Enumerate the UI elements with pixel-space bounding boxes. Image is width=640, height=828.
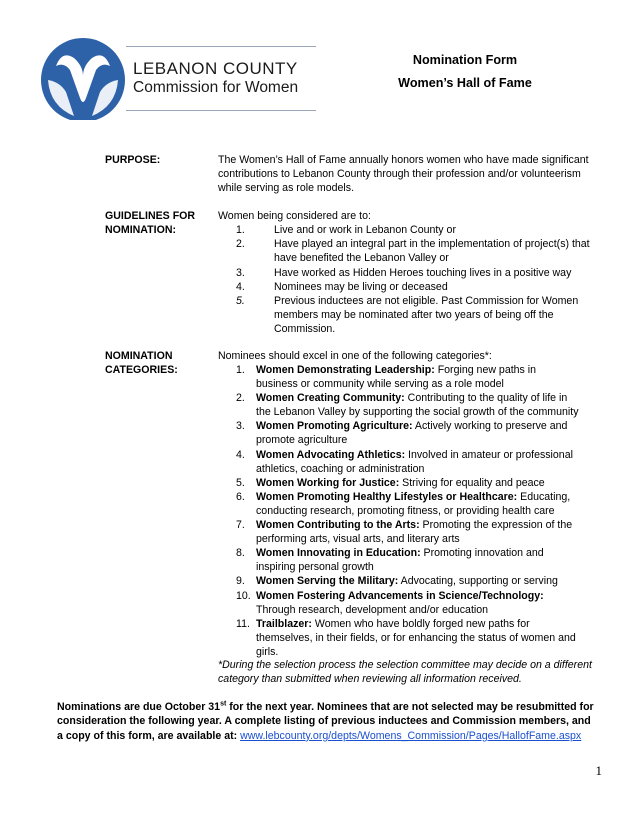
category-heading: Women Fostering Advancements in Science/Technology: <box>256 589 544 602</box>
category-number: 7. <box>236 519 245 532</box>
category-item <box>218 490 598 518</box>
purpose-label: PURPOSE: <box>105 154 161 166</box>
category-text: Forging new paths in business or community while serving as a role model <box>256 364 537 391</box>
category-number: 1. <box>236 364 245 376</box>
hall-of-fame-link[interactable]: www.lebcounty.org/depts/Womens_Commission/Pages/HallofFame.aspx <box>240 729 582 742</box>
category-heading: Women Working for Justice: <box>256 476 400 489</box>
category-number: 2. <box>236 392 245 405</box>
footer-text <box>57 700 597 743</box>
category-text: Contributing to the quality of life in the Lebanon Valley by supporting the social growth of the community <box>256 392 579 419</box>
category-heading: Women Contributing to the Arts: <box>256 519 420 532</box>
category-item <box>218 363 598 391</box>
guidelines-intro: Women being considered are to: <box>218 210 371 222</box>
category-text: Actively working to preserve and promote agriculture <box>256 420 568 447</box>
categories-list <box>218 363 598 659</box>
logo-rule-top <box>126 46 316 47</box>
guidelines-list <box>218 223 598 337</box>
category-item <box>218 391 598 419</box>
category-item <box>218 617 598 659</box>
footer-text-part1: Nominations are due October 31 <box>57 701 221 713</box>
category-text: Promoting the expression of the performing arts, visual arts, and literary arts <box>256 519 573 546</box>
footer-superscript: st <box>220 700 227 708</box>
category-item <box>218 518 598 546</box>
guidelines-label <box>105 209 195 237</box>
list-item-number: 2. <box>236 238 245 251</box>
category-heading: Women Innovating in Education: <box>256 547 421 560</box>
categories-label-line2: CATEGORIES: <box>105 364 178 377</box>
purpose-text: The Women’s Hall of Fame annually honors women who have made significant contributions to Lebanon County through their profession and/or volunteerism while serving as role models. <box>218 154 589 195</box>
category-item <box>218 448 598 476</box>
category-item <box>218 546 598 574</box>
category-number: 5. <box>236 476 245 489</box>
category-number: 8. <box>236 547 245 560</box>
list-item-text: Live and or work in Lebanon County or <box>274 224 456 236</box>
category-item <box>218 574 598 588</box>
list-item-text: Nominees may be living or deceased <box>274 280 448 293</box>
list-item-number: 3. <box>236 266 245 279</box>
category-text: Educating, conducting research, promoting fitness, or providing health care <box>256 490 571 517</box>
category-heading: Women Serving the Military: <box>256 575 399 588</box>
category-text: Through research, development and/or education <box>256 603 489 616</box>
list-item-text: Previous inductees are not eligible. Past Commission for Women members may be nominated after two years of being off the Commission. <box>274 295 579 336</box>
list-item <box>218 294 598 337</box>
category-heading: Women Advocating Athletics: <box>256 448 406 461</box>
list-item-number: 4. <box>236 280 245 293</box>
category-heading: Trailblazer: <box>256 617 312 630</box>
category-heading: Women Creating Community: <box>256 392 405 405</box>
logo-subtitle: Commission for Women <box>133 79 299 96</box>
category-item <box>218 476 598 490</box>
selection-note: *During the selection process the selection committee may decide on a different category than submitted when reviewing all information received. <box>218 659 592 686</box>
form-title: Nomination Form <box>412 53 518 67</box>
list-item <box>218 223 598 237</box>
list-item-text: Have played an integral part in the implementation of project(s) that have benefited the Lebanon Valley or <box>274 238 590 265</box>
category-item <box>218 589 598 617</box>
list-item <box>218 237 598 265</box>
logo-name: LEBANON COUNTY <box>133 59 298 78</box>
category-number: 6. <box>236 490 245 503</box>
categories-intro: Nominees should excel in one of the following categories*: <box>218 350 492 362</box>
category-text: Involved in amateur or professional athletics, coaching or administration <box>256 448 573 475</box>
category-number: 11. <box>236 617 250 630</box>
category-text: Striving for equality and peace <box>399 476 545 489</box>
list-item-number: 5. <box>236 295 245 308</box>
list-item-number: 1. <box>236 224 245 236</box>
form-subtitle: Women’s Hall of Fame <box>398 76 532 90</box>
category-text: Advocating, supporting or serving <box>398 575 558 588</box>
category-text: Women who have boldly forged new paths for themselves, in their fields, or for enhancing the status of women and girls. <box>256 617 576 658</box>
category-heading: Women Promoting Agriculture: <box>256 420 413 433</box>
categories-label-line1: NOMINATION <box>105 350 173 362</box>
list-item-text: Have worked as Hidden Heroes touching lives in a positive way <box>274 266 572 279</box>
category-number: 3. <box>236 420 245 433</box>
guidelines-label-line1: GUIDELINES FOR <box>105 210 196 222</box>
list-item <box>218 280 598 294</box>
category-number: 9. <box>236 575 245 588</box>
category-heading: Women Promoting Healthy Lifestyles or Healthcare: <box>256 490 518 503</box>
category-item <box>218 419 598 447</box>
category-heading: Women Demonstrating Leadership: <box>256 364 435 376</box>
guidelines-label-line2: NOMINATION: <box>105 224 177 237</box>
category-number: 4. <box>236 448 245 461</box>
category-number: 10. <box>236 589 251 602</box>
list-item <box>218 266 598 280</box>
logo-rule-bottom <box>126 110 316 111</box>
category-text: Promoting innovation and inspiring personal growth <box>256 547 544 574</box>
page-number: 1 <box>595 763 602 778</box>
categories-label <box>105 349 178 377</box>
footer-text-part2: for the next year. Nominees that are not selected may be resubmitted for consideration the following year. A complete listing of previous inductees and Commission members, and a copy of this form, are available at: <box>57 701 594 742</box>
